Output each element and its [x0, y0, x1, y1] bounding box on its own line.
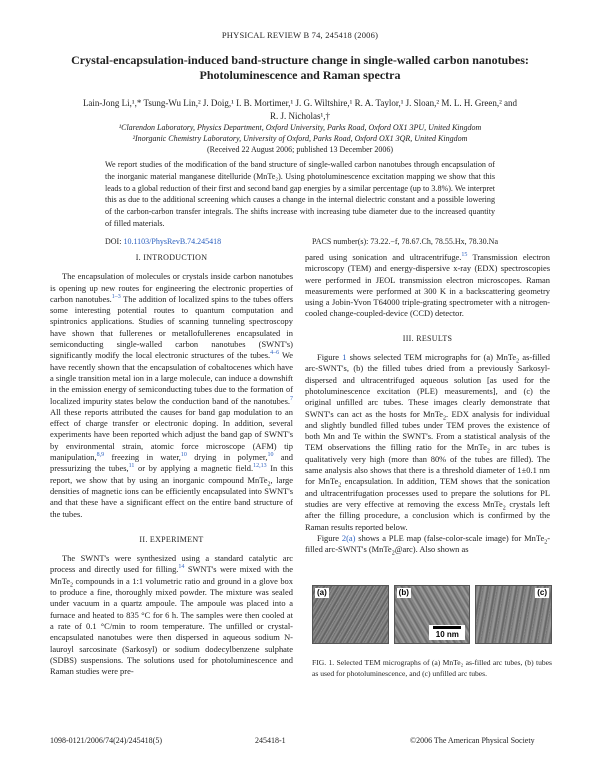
- micrograph-panel-a: [312, 585, 389, 644]
- introduction-paragraph: The encapsulation of molecules or crystals inside carbon nanotubes is opening up new routes for engineering the electronic properties of carbon nanotubes.$^{1-3}$ The addition of localized spins to the tubes offers some interesting potential routes to quantum computation and spintronics applications. Studies of scanning tunneling spectroscopy have shown that fullerenes or metallofullerenes encapsulated in semiconducting single-walled carbon nanotubes (SWNT's) significantly modify the local electronic structures of the tubes.$^{4-6}$ We have recently shown that the encapsulation of cobaltocenes which have a single transition metal ion in a large molecule, can induce a downshift in the emission energy of semiconducting tubes due to the formation of localized impurity states below the conduction band of the nanotubes.$^7$ All these reports attributed the causes for band gap modulation to an effect of charge transfer or electronic doping. In addition, several experiments have been reported which adjust the band gap of SWNT's by environmental strain, atomic force microscope (AFM) tip manipulation,$^{8,9}$ freezing in water,$^{10}$ drying in polymer,$^{10}$ and pressurizing the tubes,$^{11}$ or by applying a magnetic field.$^{12,13}$ In this report, we show that by using an inorganic compound MnTe$_2$, large densities of magnetic ions can be efficiently encapsulated into SWNT's and that these have a significant effect on the entire band structure of the tubes.: [50, 271, 294, 519]
- right-column: [305, 252, 550, 555]
- paper-title: Crystal-encapsulation-induced band-structure change in single-walled carbon nanotubes: Photoluminescence and Raman spectra: [71, 53, 529, 82]
- footer-page-number: 245418-1: [255, 736, 286, 745]
- section-heading-experiment: II. EXPERIMENT: [139, 534, 204, 544]
- micrograph-panel-b: [394, 585, 471, 644]
- section-heading-results: III. RESULTS: [402, 333, 453, 343]
- figure-1-micrographs: [312, 585, 552, 644]
- scale-bar: 10 nm: [429, 625, 465, 640]
- section-heading-introduction: I. INTRODUCTION: [135, 253, 208, 262]
- experiment-paragraph: The SWNT's were synthesized using a standard catalytic arc process and directly used for filling.$^{14}$ SWNT's were mixed with the MnTe$_2$ compounds in a 1:1 volumetric ratio and ground in a glove box to produce a fine, thoroughly mixed powder. The mixture was sealed under vacuum in a quartz ampoule. The ampoule was placed into a furnace and heated to 835 °C for 6 h. The samples were then cooled at a rate of 0.1 °C/min to room temperature. The unfilled or crystal-encapsulated nanotubes were then dispersed in aqueous sodium N-lauroyl sarcosinate (Sarkosyl) or sodium dodecylbenzene sulphate (SDBS) suspensions. The solutions used for photoluminescence and Raman studies were pre-: [50, 553, 294, 677]
- authors-line-1: Lain-Jong Li,¹,* Tsung-Wu Lin,² J. Doig,¹ I. B. Mortimer,¹ J. G. Wiltshire,¹ R. A. Taylor,¹ J. Sloan,² M. L. H. Green,² and: [82, 98, 518, 108]
- doi-link[interactable]: 10.1103/PhysRevB.74.245418: [123, 237, 222, 246]
- running-header: PHYSICAL REVIEW B 74, 245418 (2006): [221, 30, 379, 40]
- left-column: [50, 252, 293, 677]
- panel-label-a: (a): [317, 588, 327, 597]
- figure-1-caption: FIG. 1. Selected TEM micrographs of (a) MnTe₂ as-filled arc tubes, (b) tubes as used for photoluminescence, and (c) unfilled arc tubes.: [312, 658, 552, 678]
- panel-label-c: (c): [537, 588, 548, 597]
- footer-copyright: ©2006 The American Physical Society: [410, 736, 535, 745]
- doi-label: DOI:: [105, 237, 122, 246]
- pacs-numbers: PACS number(s): 73.22.−f, 78.67.Ch, 78.55.Hx, 78.30.Na: [312, 237, 498, 246]
- results-paragraph-1: Figure 1 shows selected TEM micrographs for (a) MnTe$_2$ as-filled arc-SWNT's, (b) the filled tubes dried from a previously Sarkosyl-dispersed and ultracentrifuged aqueous solution [as used for the photoluminescence excitation (PLE) measurements], and (c) the original unfilled arc tubes. These images clearly demonstrate that SWNT's can act as the hosts for MnTe$_2$. EDX analysis for individual and slightly bundled filled tubes under TEM proves the existence of both Mn and Te within the SWNT's. From a statistical analysis of the TEM observations the filling ratio for the MnTe$_2$ in arc tubes is qualitatively very high (more than 80% of the tubes are filled). The same analysis also shows that there is a threshold diameter of 1±0.1 nm for MnTe$_2$ encapsulation. In addition, TEM shows that the sonication and ultracentrifugation processes used to prepare the solutions for PL studies are very effective at removing the excess MnTe$_2$ crystals left after the filling procedure, a conclusion which is confirmed by the Raman results reported below.: [305, 352, 551, 532]
- author-list: [40, 97, 560, 122]
- doi-line: [105, 237, 221, 246]
- received-dates: (Received 22 August 2006; published 13 December 2006): [207, 145, 393, 154]
- abstract: We report studies of the modification of the band structure of single-walled carbon nanotubes through encapsulation of the inorganic material manganese ditelluride (MnTe₂). Using photoluminescence excitation mapping we show that this leads to a global reduction of their first and second band gap energies by a similar percentage (up to 3.8%). We interpret this as due to the additional screening which causes a change in the internal dielectric constant and a possible lowering of the carbon-carbon transfer integrals. The shifts increase with increasing tube diameter due to the increased quantity of filled materials.: [105, 160, 495, 228]
- panel-label-b: (b): [398, 588, 409, 597]
- results-paragraph-2: Figure 2(a) shows a PLE map (false-color-scale image) for MnTe$_2$-filled arc-SWNT's (MnTe$_2$@arc). Also shown as: [305, 532, 550, 557]
- affiliation-2: ²Inorganic Chemistry Laboratory, University of Oxford, Parks Road, Oxford OX1 3QR, United Kingdom: [132, 134, 468, 143]
- authors-line-2: R. J. Nicholas¹,†: [270, 110, 330, 121]
- affiliations: [40, 122, 560, 155]
- footer-issn: 1098-0121/2006/74(24)/245418(5): [50, 736, 162, 745]
- experiment-paragraph-continued: pared using sonication and ultracentrifuge.$^{15}$ Transmission electron microscopy (TEM) and energy-dispersive x-ray (EDX) spectroscopies were performed in JEOL transmission electron microscopes. Raman measurements were performed at 300 K in a backscattering geometry using a Jobin-Yvon T64000 triple-grating spectrometer with a nitrogen-cooled change-coupled-device (CCD) detector.: [305, 252, 550, 319]
- affiliation-1: ¹Clarendon Laboratory, Physics Department, Oxford University, Parks Road, Oxford OX1 3PU, United Kingdom: [118, 123, 482, 132]
- micrograph-panel-c: [475, 585, 552, 644]
